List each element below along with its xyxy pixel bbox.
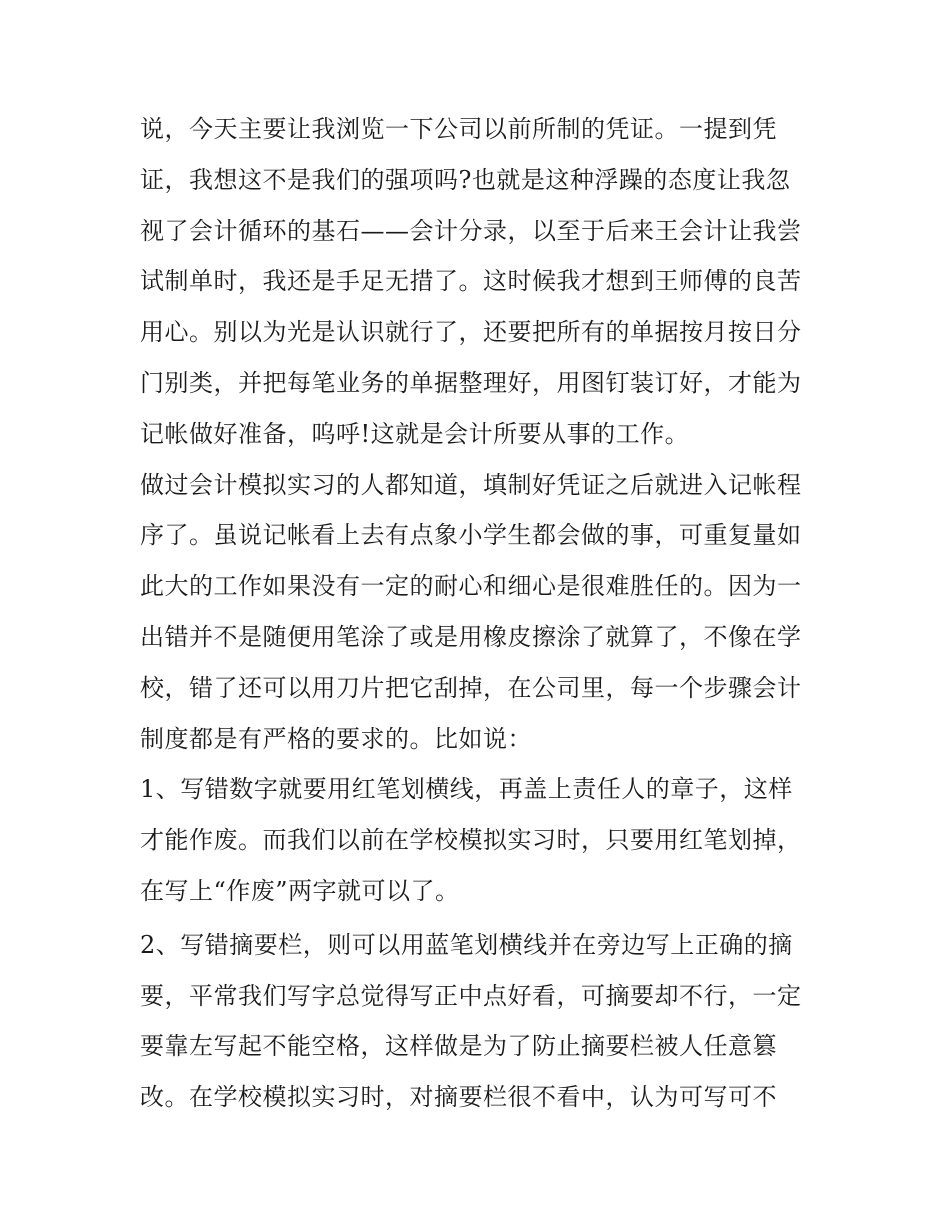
text-line: 此大的工作如果没有一定的耐心和细心是很难胜任的。因为一 xyxy=(140,572,802,601)
list-item-1 xyxy=(140,764,815,916)
text-line: 用心。别以为光是认识就行了，还要把所有的单据按月按日分 xyxy=(140,318,802,347)
text-line: 制度都是有严格的要求的。比如说： xyxy=(140,724,532,753)
text-line: 说，今天主要让我浏览一下公司以前所制的凭证。一提到凭 xyxy=(140,115,777,143)
text-line: 试制单时，我还是手足无措了。这时候我才想到王师傅的良苦 xyxy=(140,267,802,296)
text-line: 证，我想这不是我们的强项吗?也就是这种浮躁的态度让我忽 xyxy=(140,165,791,194)
text-line: 在写上“作废”两字就可以了。 xyxy=(140,876,460,905)
text-line: 门别类，并把每笔业务的单据整理好，用图钉装订好，才能为 xyxy=(140,368,802,397)
text-line: 1、写错数字就要用红笔划横线，再盖上责任人的章子，这样 xyxy=(140,775,793,804)
list-item-2 xyxy=(140,920,815,1123)
text-line: 改。在学校模拟实习时，对摘要栏很不看中，认为可写可不 xyxy=(140,1083,777,1112)
paragraph-1 xyxy=(140,104,815,460)
text-line: 才能作废。而我们以前在学校模拟实习时，只要用红笔划掉， xyxy=(140,826,802,855)
document-body xyxy=(140,104,815,1123)
text-line: 要，平常我们写字总觉得写正中点好看，可摘要却不行，一定 xyxy=(140,981,802,1010)
text-line: 做过会计模拟实习的人都知道，填制好凭证之后就进入记帐程 xyxy=(140,470,802,499)
text-line: 2、写错摘要栏，则可以用蓝笔划横线并在旁边写上正确的摘 xyxy=(140,930,793,959)
text-line: 出错并不是随便用笔涂了或是用橡皮擦涂了就算了，不像在学 xyxy=(140,622,802,651)
text-line: 校，错了还可以用刀片把它刮掉，在公司里，每一个步骤会计 xyxy=(140,673,802,702)
paragraph-2 xyxy=(140,460,815,765)
text-line: 记帐做好准备，呜呼!这就是会计所要从事的工作。 xyxy=(140,419,690,448)
text-line: 序了。虽说记帐看上去有点象小学生都会做的事，可重复量如 xyxy=(140,521,802,550)
text-line: 视了会计循环的基石——会计分录，以至于后来王会计让我尝 xyxy=(140,216,802,245)
text-line: 要靠左写起不能空格，这样做是为了防止摘要栏被人任意篡 xyxy=(140,1032,777,1061)
